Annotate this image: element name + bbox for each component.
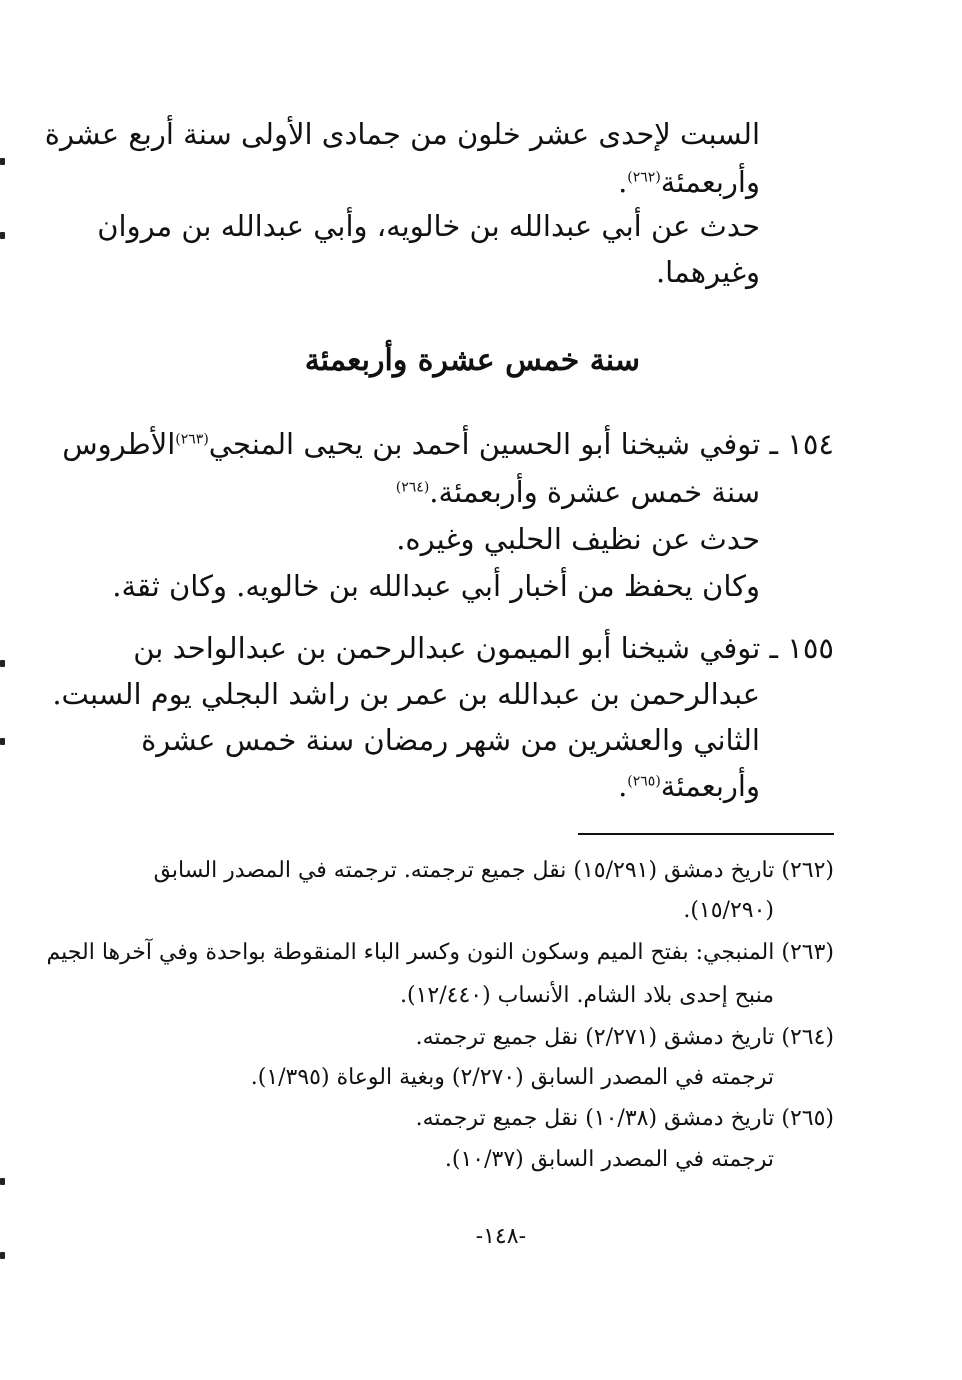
scan-mark bbox=[0, 1252, 5, 1259]
footnote-264-line-1: (٢٦٤) تاريخ دمشق (٢/٢٧١) نقل جميع ترجمته. bbox=[415, 1025, 834, 1050]
scan-mark bbox=[0, 1178, 5, 1185]
entry-154-line-3: حدث عن نظيف الحلبي وغيره. bbox=[396, 522, 760, 556]
entry-155-number: ١٥٥ ـ bbox=[769, 631, 834, 665]
top-line-1: السبت لإحدى عشر خلون من جمادى الأولى سنة أربع عشرة bbox=[44, 117, 760, 151]
top-line-2-end: . bbox=[618, 165, 628, 199]
footnote-ref-265[interactable]: (٢٦٥) bbox=[627, 773, 661, 790]
entry-155-line-4-text: وأربعمئة bbox=[660, 769, 760, 803]
scan-mark bbox=[0, 738, 5, 745]
top-line-2 bbox=[618, 165, 760, 199]
entry-154-line-2-text: سنة خمس عشرة وأربعمئة. bbox=[429, 475, 760, 509]
entry-154-number: ١٥٤ ـ bbox=[769, 427, 834, 461]
footnote-263-line-2: منبح إحدى بلاد الشام. الأنساب (١٢/٤٤٠). bbox=[400, 983, 774, 1008]
scan-mark bbox=[0, 660, 5, 667]
entry-155-line-4-end: . bbox=[618, 769, 628, 803]
top-line-3: حدث عن أبي عبدالله بن خالويه، وأبي عبدالله بن مروان bbox=[97, 209, 760, 243]
footnote-265-line-2: ترجمته في المصدر السابق (١٠/٣٧). bbox=[444, 1147, 774, 1172]
section-heading: سنة خمس عشرة وأربعمئة bbox=[304, 343, 640, 378]
scan-mark bbox=[0, 232, 5, 239]
scan-mark bbox=[0, 158, 5, 165]
entry-154-line-1-b: الأطروس bbox=[62, 427, 176, 461]
footnote-262-line-2: (١٥/٢٩٠). bbox=[683, 898, 774, 923]
entry-155-line-3: الثاني والعشرين من شهر رمضان سنة خمس عشرة bbox=[141, 723, 760, 757]
footnote-263-line-1: (٢٦٣) المنبجي: بفتح الميم وسكون النون وكسر الباء المنقوطة بواحدة وفي آخرها الجيم bbox=[46, 940, 834, 965]
entry-154-line-2 bbox=[395, 475, 760, 509]
top-line-2-text: وأربعمئة bbox=[660, 165, 760, 199]
footnote-265-line-1: (٢٦٥) تاريخ دمشق (١٠/٣٨) نقل جميع ترجمته. bbox=[415, 1106, 834, 1131]
footnote-ref-262[interactable]: (٢٦٢) bbox=[627, 169, 661, 186]
top-line-4: وغيرهما. bbox=[655, 255, 760, 289]
entry-154-line-4: وكان يحفظ من أخبار أبي عبدالله بن خالويه. وكان ثقة. bbox=[112, 569, 760, 603]
entry-155-line-1-text: توفي شيخنا أبو الميمون عبدالرحمن بن عبدالواحد بن bbox=[133, 631, 761, 665]
entry-155-line-1 bbox=[133, 631, 834, 665]
entry-154-line-1-a: توفي شيخنا أبو الحسين أحمد بن يحيى المنجي bbox=[208, 427, 761, 461]
footnote-ref-263[interactable]: (٢٦٣) bbox=[175, 431, 209, 448]
entry-154-line-1 bbox=[62, 427, 834, 461]
entry-155-line-2: عبدالرحمن بن عبدالله بن عمر بن راشد البجلي يوم السبت. bbox=[52, 677, 760, 711]
footnote-separator bbox=[578, 833, 834, 835]
entry-155-line-4 bbox=[618, 769, 760, 803]
footnote-262-line-1: (٢٦٢) تاريخ دمشق (١٥/٢٩١) نقل جميع ترجمته. ترجمته في المصدر السابق bbox=[153, 858, 834, 883]
footnote-264-line-2: ترجمته في المصدر السابق (٢/٢٧٠) وبغية الوعاة (١/٣٩٥). bbox=[250, 1065, 774, 1090]
page-number: -١٤٨- bbox=[475, 1224, 526, 1249]
footnote-ref-264[interactable]: (٢٦٤) bbox=[395, 479, 430, 496]
